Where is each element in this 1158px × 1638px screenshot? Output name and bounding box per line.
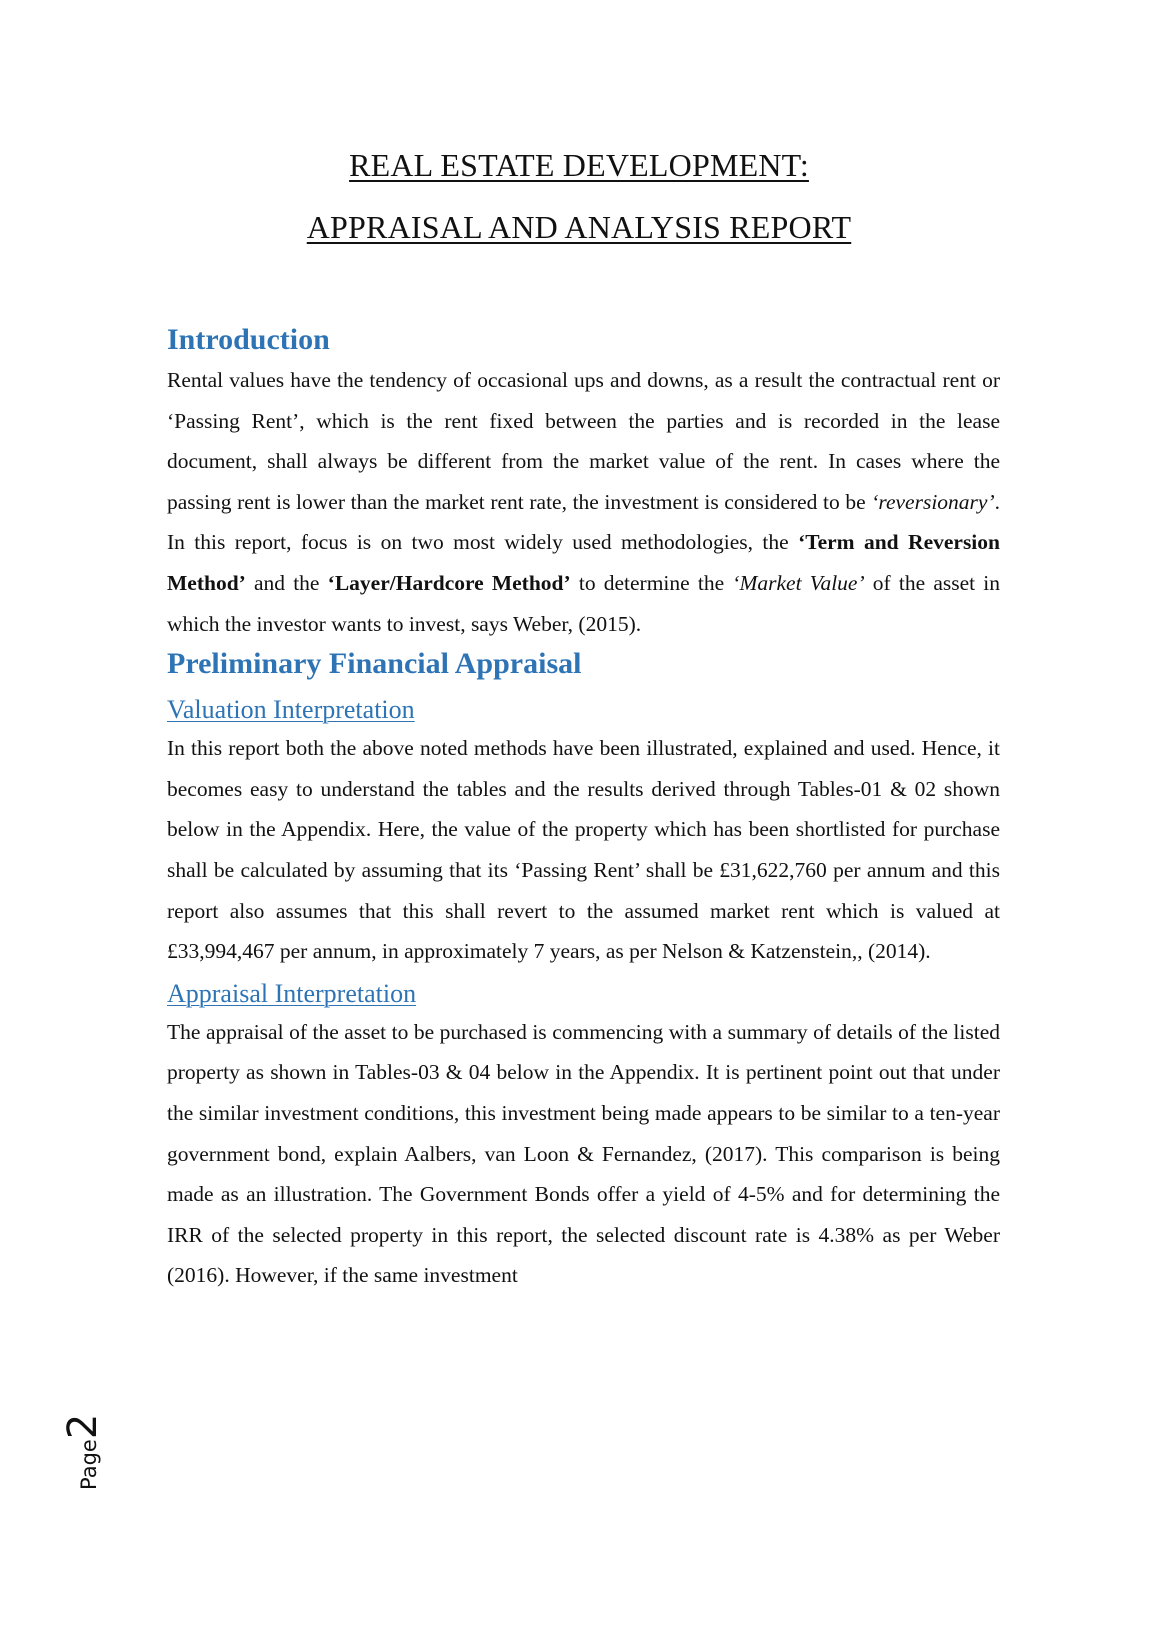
- layer-hardcore-method: ‘Layer/Hardcore Method’: [327, 570, 571, 595]
- intro-text-1: Rental values have the tendency of occasional ups and downs, as a result the contractual rent or ‘Passing Rent’, which is the rent fixed between the parties and is recorded in the lease document, shall always be different from the market value of the rent. In cases where the passing rent is lower than the market rent rate, the investment is considered to be: [167, 368, 1000, 514]
- title-line-1: REAL ESTATE DEVELOPMENT:: [349, 147, 809, 183]
- introduction-heading: Introduction: [167, 323, 330, 356]
- appraisal-interpretation-heading: Appraisal Interpretation: [167, 978, 417, 1008]
- appraisal-paragraph: The appraisal of the asset to be purchased is commencing with a summary of details of the listed property as shown in Tables-03 & 04 below in the Appendix. It is pertinent point out that under the similar investment conditions, this investment being made appears to be similar to a ten-year government bond, explain Aalbers, van Loon & Fernandez, (2017). This comparison is being made as an illustration. The Government Bonds offer a yield of 4-5% and for determining the IRR of the selected property in this report, the selected discount rate is 4.38% as per Weber (2016). However, if the same investment: [167, 1019, 1000, 1288]
- page-number: [60, 1370, 106, 1490]
- term-reversion-method: ‘Term and Reversion Method’: [167, 530, 1000, 595]
- title-line-2: APPRAISAL AND ANALYSIS REPORT: [306, 209, 852, 245]
- introduction-paragraph: [167, 360, 1000, 644]
- page-number-value: 2: [60, 1413, 106, 1440]
- reversionary-term: ‘reversionary’: [871, 489, 995, 514]
- report-body: [167, 320, 1000, 1296]
- valuation-paragraph: In this report both the above noted methods have been illustrated, explained and used. Hence, it becomes easy to understand the tables and the results derived through Tables-01 & 02 shown below in the Appendix. Here, the value of the property which has been shortlisted for purchase shall be calculated by assuming that its ‘Passing Rent’ shall be £31,622,760 per annum and this report also assumes that this shall revert to the assumed market rent which is valued at £33,994,467 per annum, in approximately 7 years, as per Nelson & Katzenstein,, (2014).: [167, 736, 1000, 964]
- intro-text-3: and the: [245, 570, 328, 595]
- intro-text-2: . In this report, focus is on two most widely used methodologies, the: [167, 489, 1000, 555]
- intro-text-5: of the asset in which the investor wants to invest, says Weber, (2015).: [167, 570, 1001, 636]
- report-title: [0, 134, 1158, 258]
- page-label: Page: [77, 1439, 101, 1490]
- preliminary-appraisal-heading: Preliminary Financial Appraisal: [167, 647, 582, 681]
- valuation-interpretation-heading: Valuation Interpretation: [167, 695, 415, 725]
- intro-text-4: to determine the: [570, 570, 733, 595]
- market-value-term: ‘Market Value’: [732, 570, 865, 595]
